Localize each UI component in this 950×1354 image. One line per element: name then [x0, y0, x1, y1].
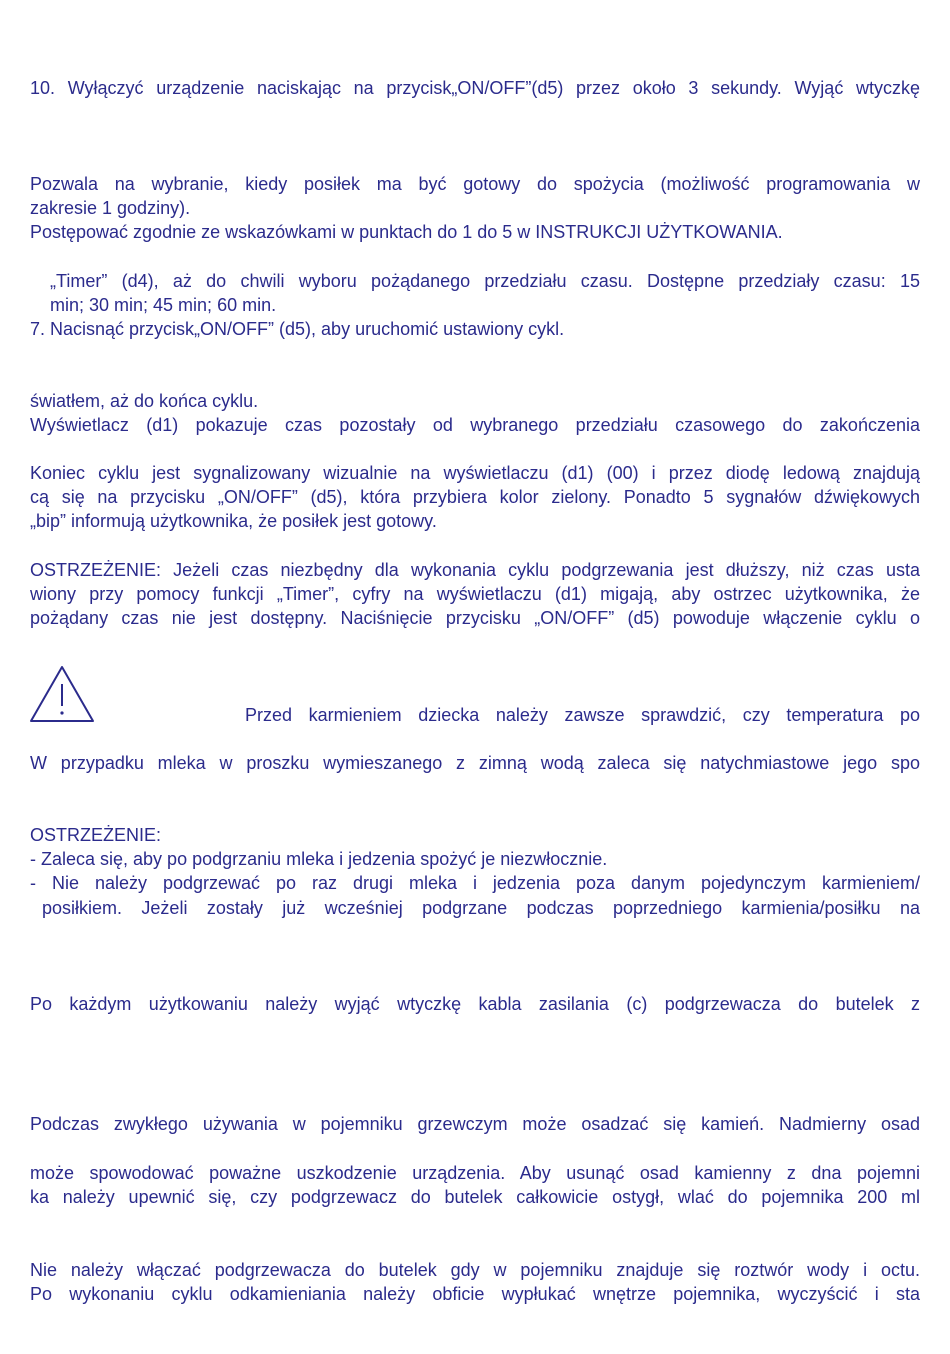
text-line: ka należy upewnić się, czy podgrzewacz do butelek całkowicie ostygł, wlać do pojemnika 200 ml — [30, 1187, 920, 1207]
text-line: pożądany czas nie jest dostępny. Naciśnięcie przycisku „ON/OFF” (d5) powoduje włączenie cyklu o — [30, 608, 920, 628]
text-line: posiłkiem. Jeżeli zostały już wcześniej podgrzane podczas poprzedniego karmienia/posiłku na — [42, 898, 920, 918]
text-line: OSTRZEŻENIE: Jeżeli czas niezbędny dla wykonania cyklu podgrzewania jest dłuższy, niż czas usta — [30, 560, 920, 580]
text-line: - Zaleca się, aby po podgrzaniu mleka i jedzenia spożyć je niezwłocznie. — [30, 849, 608, 869]
text-line: „bip” informują użytkownika, że posiłek jest gotowy. — [30, 511, 437, 531]
text-line: Nie należy włączać podgrzewacza do butelek gdy w pojemniku znajduje się roztwór wody i octu. — [30, 1260, 920, 1280]
text-line: Przed karmieniem dziecka należy zawsze sprawdzić, czy temperatura po — [245, 705, 920, 725]
text-line: cą się na przycisku „ON/OFF” (d5), która przybiera kolor zielony. Ponadto 5 sygnałów dźwiękowych — [30, 487, 920, 507]
text-line: Koniec cyklu jest sygnalizowany wizualnie na wyświetlaczu (d1) (00) i przez diodę ledową znajdują — [30, 463, 920, 483]
text-line: - Nie należy podgrzewać po raz drugi mleka i jedzenia poza danym pojedynczym karmieniem/ — [30, 873, 920, 893]
text-line: Wyświetlacz (d1) pokazuje czas pozostały od wybranego przedziału czasowego do zakończenia — [30, 415, 920, 435]
text-line: W przypadku mleka w proszku wymieszanego z zimną wodą zaleca się natychmiastowe jego spo — [30, 753, 920, 773]
text-line: min; 30 min; 45 min; 60 min. — [50, 295, 277, 315]
text-line: „Timer” (d4), aż do chwili wyboru pożądanego przedziału czasu. Dostępne przedziały czasu: 15 — [50, 271, 920, 291]
text-line: Po każdym użytkowaniu należy wyjąć wtyczkę kabla zasilania (c) podgrzewacza do butelek z — [30, 994, 920, 1014]
text-line: Postępować zgodnie ze wskazówkami w punktach do 1 do 5 w INSTRUKCJI UŻYTKOWANIA. — [30, 222, 783, 242]
text-line: 7. Nacisnąć przycisk„ON/OFF” (d5), aby uruchomić ustawiony cykl. — [30, 319, 565, 339]
text-line: Podczas zwykłego używania w pojemniku grzewczym może osadzać się kamień. Nadmierny osad — [30, 1114, 920, 1134]
text-line: 10. Wyłączyć urządzenie naciskając na przycisk„ON/OFF”(d5) przez około 3 sekundy. Wyjąć wtyczkę — [30, 78, 920, 98]
text-line: Pozwala na wybranie, kiedy posiłek ma być gotowy do spożycia (możliwość programowania w — [30, 174, 920, 194]
text-line: OSTRZEŻENIE: — [30, 825, 162, 845]
text-line: światłem, aż do końca cyklu. — [30, 391, 259, 411]
warning-triangle-icon — [28, 664, 96, 724]
text-line: Po wykonaniu cyklu odkamieniania należy obficie wypłukać wnętrze pojemnika, wyczyścić i sta — [30, 1284, 920, 1304]
text-line: zakresie 1 godziny). — [30, 198, 191, 218]
text-line: wiony przy pomocy funkcji „Timer”, cyfry na wyświetlaczu (d1) migają, aby ostrzec użytkownika, że — [30, 584, 920, 604]
text-line: może spowodować poważne uszkodzenie urządzenia. Aby usunąć osad kamienny z dna pojemni — [30, 1163, 920, 1183]
